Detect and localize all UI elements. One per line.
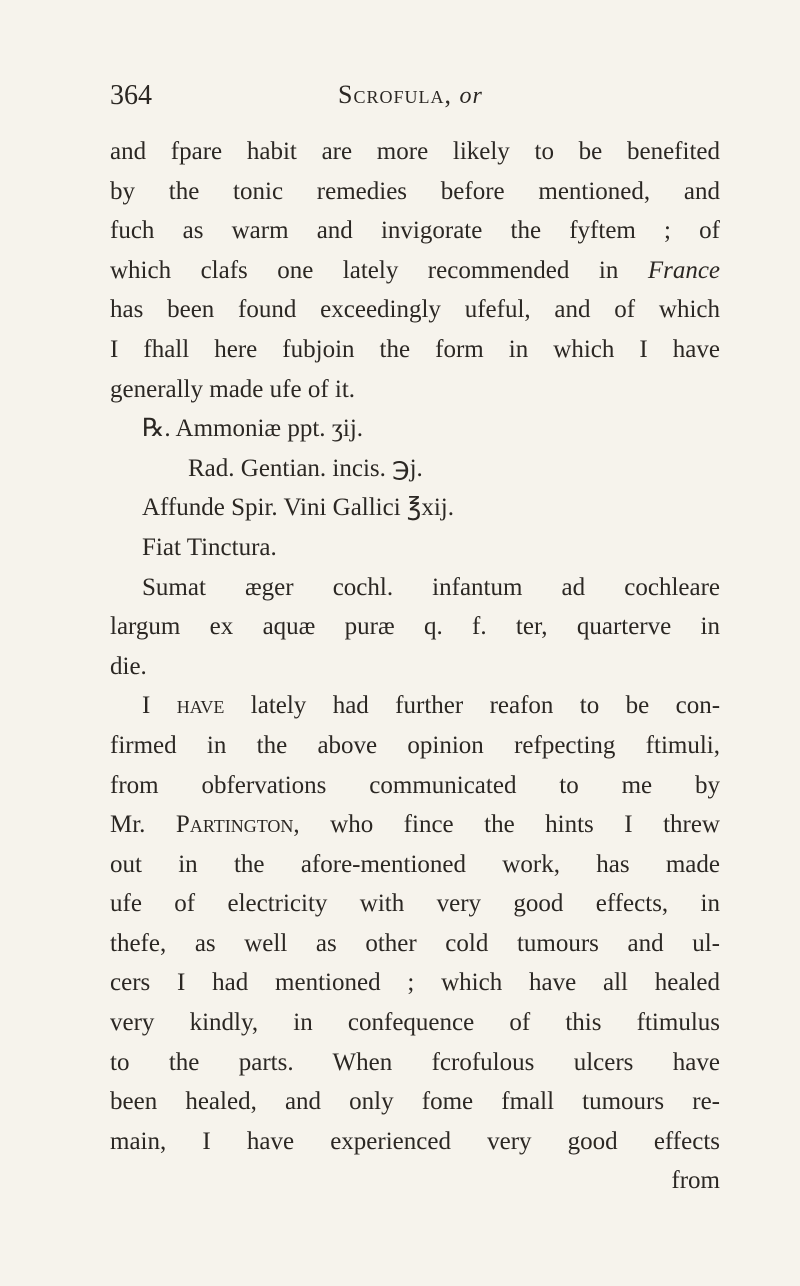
italic-place-name: France: [647, 256, 721, 284]
text-line: from obfervations communicated to me by: [110, 771, 720, 799]
prescription-line: Rad. Gentian. incis. ℈j.: [188, 454, 423, 482]
text-line: firmed in the above opinion refpecting ftimuli,: [110, 731, 720, 759]
text-line: thefe, as well as other cold tumours and ul-: [110, 929, 720, 957]
text-line: largum ex aquæ puræ q. f. ter, quarterve in: [110, 613, 720, 641]
running-head-or: or: [459, 83, 483, 109]
page-header: [110, 80, 750, 120]
text-segment: lately had further reafon to be con-: [250, 692, 721, 720]
text-segment: who fince the hints I threw: [330, 811, 720, 839]
prescription-line: Fiat Tinctura.: [142, 533, 277, 561]
text-line: has been found exceedingly ufeful, and of which: [110, 296, 720, 324]
text-line: ufe of electricity with very good effects, in: [110, 890, 720, 918]
body-text: [110, 132, 720, 1201]
page-number: 364: [110, 80, 152, 111]
text-line: out in the afore-mentioned work, has made: [110, 850, 720, 878]
text-line: very kindly, in confequence of this ftimulus: [110, 1009, 720, 1037]
text-line: generally made ufe of it.: [110, 375, 356, 403]
text-line: Sumat æger cochl. infantum ad cochleare: [142, 573, 720, 601]
text-segment: I: [142, 692, 151, 720]
text-line: I fhall here fubjoin the form in which I have: [110, 335, 720, 363]
prescription-line: Affunde Spir. Vini Gallici ℥xij.: [142, 494, 454, 522]
text-line: main, I have experienced very good effects: [110, 1127, 720, 1155]
text-line: fuch as warm and invigorate the fyftem ; of: [110, 217, 720, 245]
prescription-line: ℞. Ammoniæ ppt. ʒij.: [142, 415, 364, 443]
text-line: to the parts. When fcrofulous ulcers have: [110, 1048, 720, 1076]
running-head-title: Scrofula,: [338, 80, 452, 109]
catchword: from: [671, 1167, 720, 1195]
small-caps-word: have: [176, 692, 225, 720]
text-segment: Mr.: [110, 811, 146, 839]
small-caps-name: Partington,: [175, 811, 300, 839]
text-line: been healed, and only fome fmall tumours re-: [110, 1088, 720, 1116]
text-segment: which clafs one lately recommended in: [110, 256, 619, 284]
text-line: [110, 686, 720, 726]
text-line: [110, 805, 720, 845]
text-line: die.: [110, 652, 147, 680]
text-line: cers I had mentioned ; which have all healed: [110, 969, 720, 997]
text-line: by the tonic remedies before mentioned, and: [110, 177, 720, 205]
text-line: [110, 251, 720, 291]
text-line: and fpare habit are more likely to be benefited: [110, 138, 720, 165]
running-head: [338, 80, 483, 110]
